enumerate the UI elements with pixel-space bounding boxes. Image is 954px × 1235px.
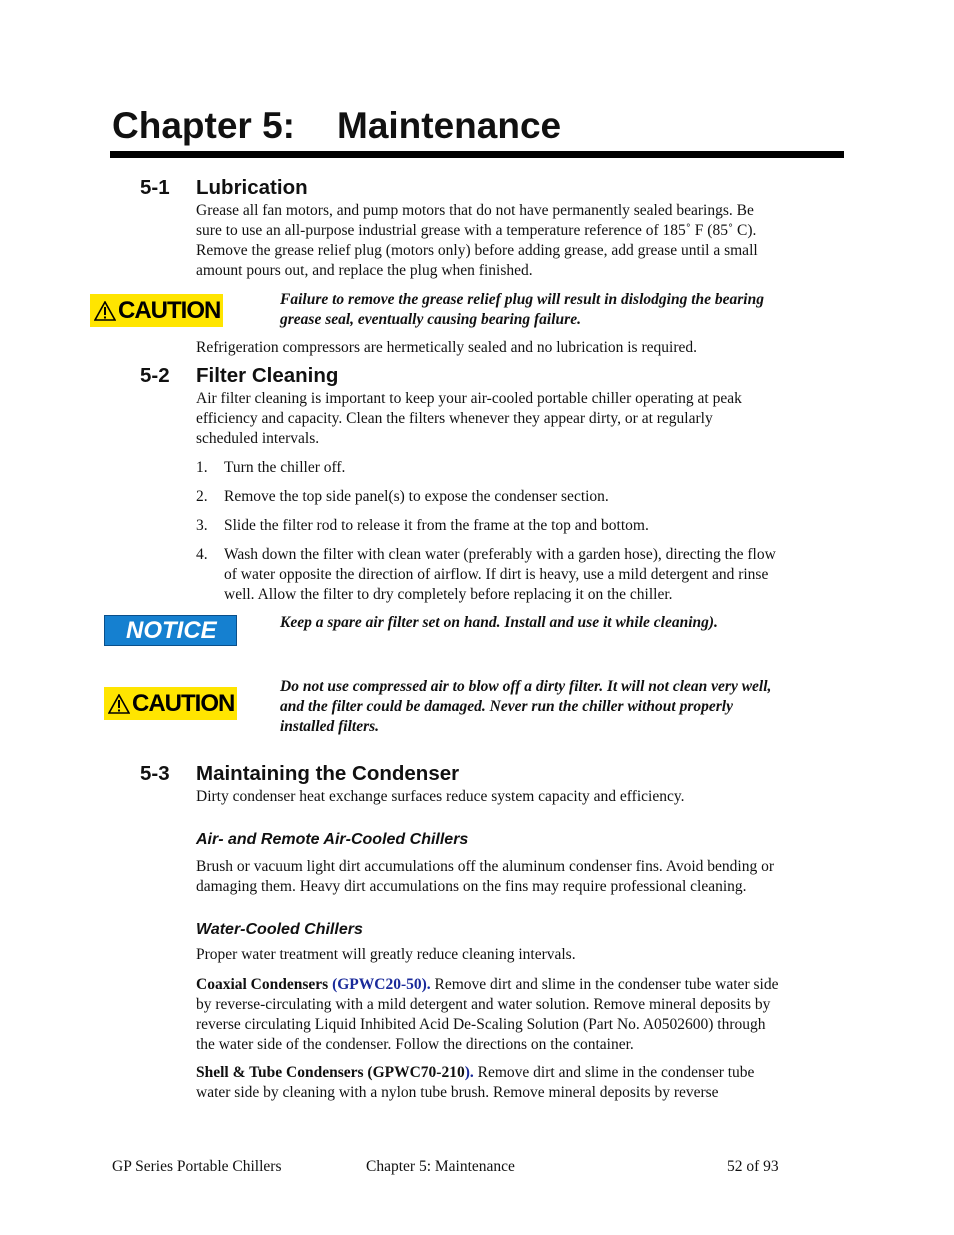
step-number: 2. bbox=[196, 488, 208, 505]
section-heading-filter bbox=[140, 364, 540, 390]
lubrication-caution-text bbox=[280, 290, 840, 330]
chapter-name: Maintenance bbox=[337, 105, 562, 146]
coaxial-paragraph bbox=[196, 975, 846, 1055]
coaxial-label: Coaxial Condensers bbox=[196, 976, 333, 993]
filter-body bbox=[196, 389, 846, 449]
body-line: sure to use an all-purpose industrial grease with a temperature reference of 185˚ F (85˚ C). bbox=[196, 222, 757, 239]
section-title: Lubrication bbox=[196, 176, 308, 199]
shell-tube-label: Shell & Tube Condensers bbox=[196, 1064, 368, 1081]
caution-label: CAUTION bbox=[132, 689, 235, 717]
body-line: Air filter cleaning is important to keep your air-cooled portable chiller operating at peak bbox=[196, 390, 742, 407]
caution-label: CAUTION bbox=[118, 296, 221, 324]
warning-triangle-icon bbox=[108, 694, 130, 714]
warning-line: installed filters. bbox=[280, 718, 380, 735]
body-line: water side by cleaning with a nylon tube brush. Remove mineral deposits by reverse bbox=[196, 1084, 719, 1101]
warning-line: Do not use compressed air to blow off a dirty filter. It will not clean very well, bbox=[280, 678, 772, 695]
condenser-intro: Dirty condenser heat exchange surfaces reduce system capacity and efficiency. bbox=[196, 788, 685, 805]
section-number: 5-2 bbox=[140, 364, 170, 387]
step-number: 3. bbox=[196, 517, 208, 534]
step-line: of water opposite the direction of airflow. If dirt is heavy, use a mild detergent and rinse bbox=[224, 566, 769, 583]
footer-chapter: Chapter 5: Maintenance bbox=[366, 1158, 515, 1175]
section-number: 5-3 bbox=[140, 762, 170, 785]
lubrication-note: Refrigeration compressors are hermetically sealed and no lubrication is required. bbox=[196, 339, 697, 356]
section-heading-condenser bbox=[140, 762, 640, 788]
shell-tube-paragraph bbox=[196, 1063, 846, 1103]
body-line bbox=[196, 975, 846, 995]
lubrication-body bbox=[196, 201, 846, 281]
footer-document-title: GP Series Portable Chillers bbox=[112, 1158, 282, 1175]
warning-triangle-icon bbox=[94, 301, 116, 321]
filter-notice-text: Keep a spare air filter set on hand. Install and use it while cleaning). bbox=[280, 614, 718, 631]
coaxial-model: (GPWC20-50) bbox=[332, 976, 427, 993]
body-line: damaging them. Heavy dirt accumulations on the fins may require professional cleaning. bbox=[196, 878, 747, 895]
section-number: 5-1 bbox=[140, 176, 170, 199]
body-line: by reverse-circulating with a mild detergent and water solution. Remove mineral deposits by bbox=[196, 996, 771, 1013]
body-line: scheduled intervals. bbox=[196, 430, 320, 447]
notice-label: NOTICE bbox=[126, 616, 217, 644]
caution-badge bbox=[90, 294, 223, 327]
step-text: Slide the filter rod to release it from the frame at the top and bottom. bbox=[224, 517, 649, 534]
body-line: Grease all fan motors, and pump motors that do not have permanently sealed bearings. Be bbox=[196, 202, 754, 219]
chapter-title bbox=[112, 105, 561, 147]
shell-tube-first-line: Remove dirt and slime in the condenser tube bbox=[473, 1064, 755, 1081]
water-cooled-intro: Proper water treatment will greatly reduce cleaning intervals. bbox=[196, 946, 576, 963]
filter-steps-list bbox=[196, 458, 846, 608]
body-line: Remove the grease relief plug (motors only) before adding grease, add grease until a small bbox=[196, 242, 758, 259]
section-title: Maintaining the Condenser bbox=[196, 762, 460, 785]
shell-tube-period: . bbox=[469, 1064, 474, 1081]
body-line: reverse circulating Liquid Inhibited Acid De-Scaling Solution (Part No. A0502600) through bbox=[196, 1016, 766, 1033]
section-title: Filter Cleaning bbox=[196, 364, 339, 387]
step-text: Remove the top side panel(s) to expose the condenser section. bbox=[224, 488, 609, 505]
shell-tube-paren: ( bbox=[367, 1064, 373, 1081]
coaxial-first-line: Remove dirt and slime in the condenser tube water side bbox=[430, 976, 779, 993]
warning-line: Failure to remove the grease relief plug will result in dislodging the bearing bbox=[280, 291, 764, 308]
step-line: Wash down the filter with clean water (preferably with a garden hose), directing the flow bbox=[224, 546, 776, 563]
body-line bbox=[196, 1063, 846, 1083]
subsection-heading-water-cooled: Water-Cooled Chillers bbox=[196, 921, 363, 938]
step-number: 4. bbox=[196, 546, 208, 563]
step-text: Turn the chiller off. bbox=[224, 459, 346, 476]
step-number: 1. bbox=[196, 459, 208, 476]
step-line: well. Allow the filter to dry completely before replacing it on the chiller. bbox=[224, 586, 673, 603]
body-line: amount pours out, and replace the plug when finished. bbox=[196, 262, 533, 279]
caution-badge bbox=[104, 687, 237, 720]
body-line: efficiency and capacity. Clean the filters whenever they appear dirty, or at regularly bbox=[196, 410, 713, 427]
subsection-heading-air-cooled: Air- and Remote Air-Cooled Chillers bbox=[196, 831, 469, 848]
chapter-number: Chapter 5: bbox=[112, 105, 295, 146]
coaxial-period: . bbox=[426, 976, 431, 993]
body-line: Brush or vacuum light dirt accumulations off the aluminum condenser fins. Avoid bending or bbox=[196, 858, 774, 875]
warning-line: and the filter could be damaged. Never run the chiller without properly bbox=[280, 698, 733, 715]
step-text bbox=[224, 545, 846, 605]
shell-tube-paren: ) bbox=[464, 1064, 470, 1081]
footer-page-number: 52 of 93 bbox=[727, 1158, 779, 1175]
notice-badge bbox=[104, 615, 237, 646]
shell-tube-model: GPWC70-210 bbox=[372, 1064, 465, 1081]
air-cooled-body bbox=[196, 857, 846, 897]
warning-line: grease seal, eventually causing bearing failure. bbox=[280, 311, 581, 328]
section-heading-lubrication bbox=[140, 176, 540, 202]
filter-caution-text bbox=[280, 677, 840, 737]
chapter-rule bbox=[110, 151, 844, 158]
body-line: the water side of the condenser. Follow the directions on the container. bbox=[196, 1036, 634, 1053]
